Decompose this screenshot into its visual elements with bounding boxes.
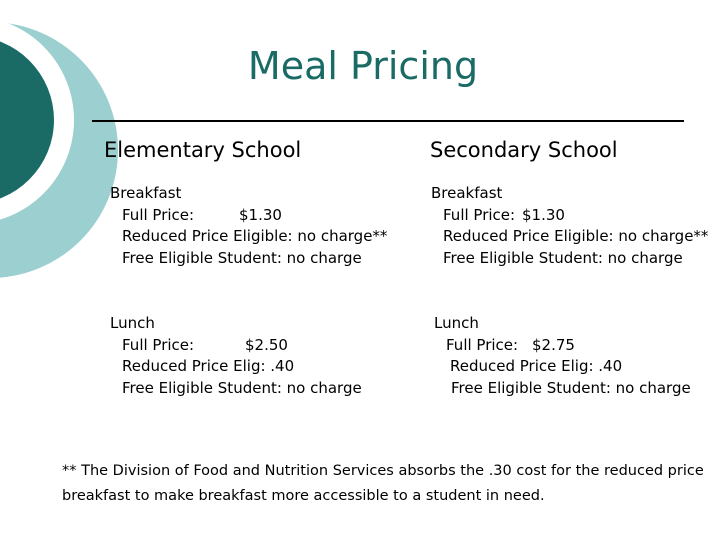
page-title: Meal Pricing: [247, 44, 479, 88]
reduced-price-line: Reduced Price Eligible: no charge**: [122, 227, 388, 245]
full-price-value: $1.30: [522, 205, 565, 224]
elementary-breakfast: [110, 183, 387, 269]
elementary-lunch: [110, 313, 362, 399]
secondary-breakfast: [431, 183, 708, 269]
breakfast-label: Breakfast: [431, 184, 503, 202]
lunch-label: Lunch: [434, 314, 479, 332]
elementary-heading: Elementary School: [104, 138, 302, 162]
secondary-lunch: [434, 313, 691, 399]
lunch-label: Lunch: [110, 314, 155, 332]
reduced-price-line: Reduced Price Eligible: no charge**: [443, 227, 709, 245]
full-price-line: [110, 335, 362, 357]
full-price-label: Full Price:: [122, 335, 195, 354]
reduced-price-line: Reduced Price Elig: .40: [450, 357, 623, 375]
title-divider: [92, 120, 684, 122]
reduced-price-line: Reduced Price Elig: .40: [122, 357, 295, 375]
footnote: ** The Division of Food and Nutrition Services absorbs the .30 cost for the reduced price breakfast to make breakfast more accessible to a student in need.: [62, 463, 704, 504]
full-price-value: $1.30: [239, 205, 282, 224]
full-price-line: [434, 335, 691, 357]
free-eligible-line: Free Eligible Student: no charge: [122, 378, 362, 397]
full-price-value: $2.75: [532, 335, 575, 354]
free-eligible-line: Free Eligible Student: no charge: [443, 248, 683, 267]
full-price-line: [110, 205, 387, 227]
free-eligible-line: Free Eligible Student: no charge: [451, 378, 691, 397]
full-price-line: [431, 205, 708, 227]
full-price-value: $2.50: [245, 335, 288, 354]
free-eligible-line: Free Eligible Student: no charge: [122, 248, 362, 267]
breakfast-label: Breakfast: [110, 184, 182, 202]
secondary-heading: Secondary School: [430, 138, 618, 162]
full-price-label: Full Price:: [446, 335, 519, 354]
full-price-label: Full Price:: [443, 205, 516, 224]
full-price-label: Full Price:: [122, 205, 195, 224]
